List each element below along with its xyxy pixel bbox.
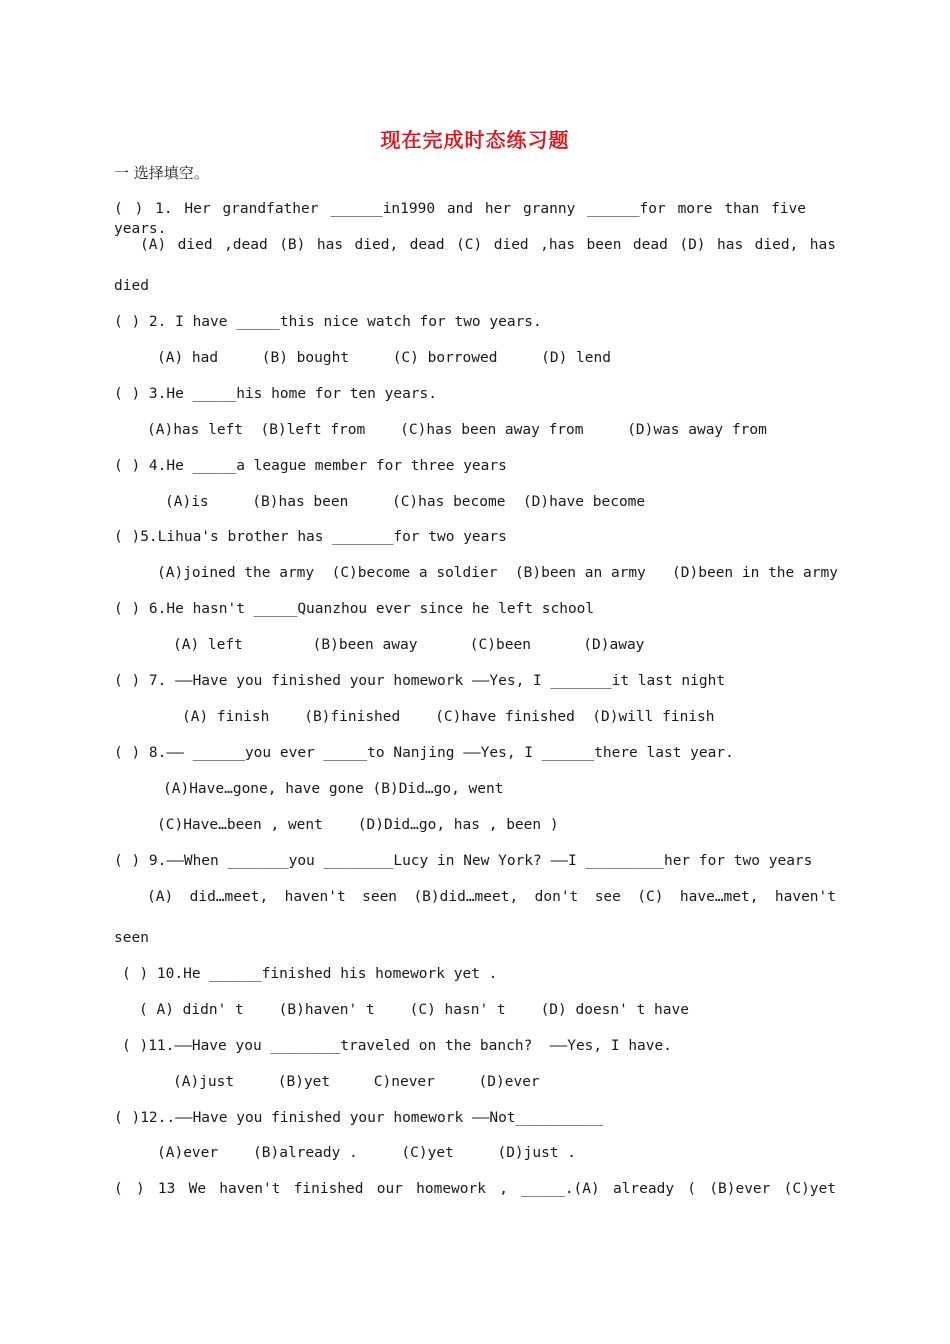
question-4: ( ) 4.He _____a league member for three years [114, 458, 507, 474]
question-9-options-cont: seen [114, 930, 149, 946]
question-1: ( ) 1. Her grandfather ______in1990 and her granny ______for more than five years. [114, 201, 806, 237]
question-8: ( ) 8.—— ______you ever _____to Nanjing ——Yes, I ______there last year. [114, 745, 734, 761]
question-10: ( ) 10.He ______finished his homework yet . [122, 966, 498, 982]
page-title: 现在完成时态练习题 [380, 128, 570, 152]
question-5-options: (A)joined the army (C)become a soldier (B)been an army (D)been in the army [157, 565, 838, 581]
question-6-options: (A) left (B)been away (C)been (D)away [173, 637, 645, 653]
question-10-options: ( A) didn' t (B)haven' t (C) hasn' t (D) doesn' t have [139, 1002, 689, 1018]
question-13: ( ) 13 We haven't finished our homework , _____.(A) already ( (B)ever (C)yet [114, 1181, 836, 1197]
question-12: ( )12..——Have you finished your homework ——Not__________ [114, 1110, 603, 1126]
question-11: ( )11.——Have you ________traveled on the banch? ——Yes, I have. [122, 1038, 672, 1054]
question-5: ( )5.Lihua's brother has _______for two years [114, 529, 507, 545]
question-9: ( ) 9.——When _______you ________Lucy in New York? ——I _________her for two years [114, 853, 813, 869]
question-3-options: (A)has left (B)left from (C)has been away from (D)was away from [147, 422, 767, 438]
question-1-options-cont: died [114, 278, 149, 294]
question-3: ( ) 3.He _____his home for ten years. [114, 386, 438, 402]
question-6: ( ) 6.He hasn't _____Quanzhou ever since he left school [114, 601, 595, 617]
question-2: ( ) 2. I have _____this nice watch for two years. [114, 314, 542, 330]
question-7-options: (A) finish (B)finished (C)have finished (D)will finish [182, 709, 715, 725]
question-8-options-a-b: (A)Have…gone, have gone (B)Did…go, went [163, 781, 504, 797]
question-1-options: (A) died ,dead (B) has died, dead (C) died ,has been dead (D) has died, has [140, 237, 836, 253]
question-9-options: (A) did…meet, haven't seen (B)did…meet, don't see (C) have…met, haven't [147, 889, 836, 905]
question-2-options: (A) had (B) bought (C) borrowed (D) lend [157, 350, 611, 366]
question-12-options: (A)ever (B)already . (C)yet (D)just . [157, 1145, 577, 1161]
question-8-options-c-d: (C)Have…been , went (D)Did…go, has , been ) [157, 817, 559, 833]
section-heading: 一 选择填空。 [114, 164, 209, 182]
question-11-options: (A)just (B)yet C)never (D)ever [173, 1074, 540, 1090]
question-7: ( ) 7. ——Have you finished your homework ——Yes, I _______it last night [114, 673, 726, 689]
question-4-options: (A)is (B)has been (C)has become (D)have become [165, 494, 646, 510]
